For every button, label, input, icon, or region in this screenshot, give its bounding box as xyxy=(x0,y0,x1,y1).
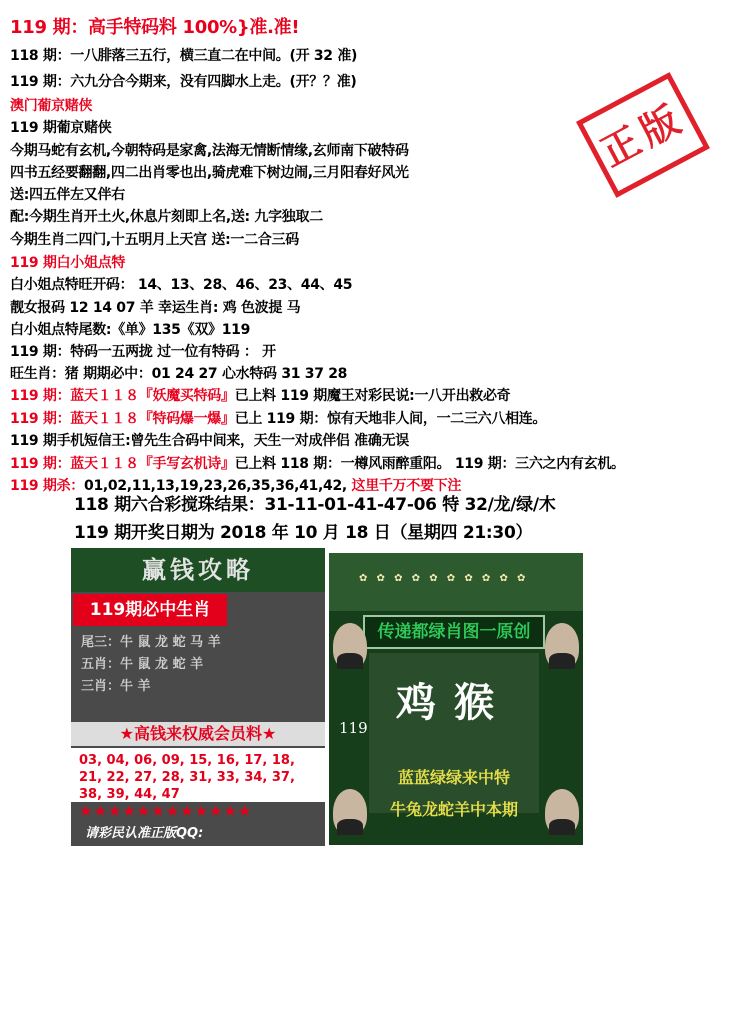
left-panel-body xyxy=(81,632,317,698)
line-text: 01,02,11,13,19,23,26,35,36,41,42, xyxy=(84,478,347,494)
text-line: 白小姐点特旺开码： 14、13、28、46、23、44、45 xyxy=(10,277,353,293)
draw-result-line: 118 期六合彩搅珠结果：31-11-01-41-47-06 特 32/龙/绿/木 xyxy=(74,495,556,515)
text-line: 119 期白小姐点特 xyxy=(10,255,126,271)
right-panel-line2: 牛兔龙蛇羊中本期 xyxy=(389,800,518,819)
text-line: 靓女报码 12 14 07 羊 幸运生肖: 鸡 色波提 马 xyxy=(10,300,301,316)
red-text: 119 期：蓝天１１８『特码爆一爆』 xyxy=(10,411,235,427)
text-line xyxy=(10,476,461,496)
right-panel-title: 传递都绿肖图一原创 xyxy=(363,615,545,649)
text-line: 118 期：一八腓落三五行，横三直二在中间。(开 32 准) xyxy=(10,48,358,64)
left-panel-red-banner: 119期必中生肖 xyxy=(73,594,227,626)
text-line: 白小姐点特尾数:《单》135《双》119 xyxy=(10,322,251,338)
red-text: 119 期杀： xyxy=(10,478,84,494)
line-text: 已上料 119 期魔王对彩民说:一八开出救必奇 xyxy=(234,388,511,404)
text-line: 119 期：特码一五两拢 过一位有特码 ： 开 xyxy=(10,344,276,360)
text-line: 119 期：六九分合今期来，没有四脚水上走。(开？？准) xyxy=(10,74,357,90)
left-panel-line: 五肖：牛 鼠 龙 蛇 羊 xyxy=(81,657,204,672)
left-panel-line: 三肖：牛 羊 xyxy=(81,679,151,694)
right-promo-panel xyxy=(329,553,583,845)
left-panel-line: 尾三：牛 鼠 龙 蛇 马 羊 xyxy=(81,635,221,650)
left-panel-header: 赢钱攻略 xyxy=(71,548,325,592)
text-line: 今期生肖二四门,十五明月上天宫 送:一二合三码 xyxy=(10,232,299,248)
warning-text: 这里千万不要下注 xyxy=(346,478,462,494)
issue-number: 119 xyxy=(339,719,368,737)
text-line xyxy=(10,386,510,406)
text-line: 119 期葡京赌侠 xyxy=(10,120,112,136)
portrait-image xyxy=(545,623,579,669)
text-line xyxy=(10,454,625,474)
line-text: 已上料 118 期：一樽风雨醉重阳。 119 期：三六之内有玄机。 xyxy=(234,456,625,472)
text-line: 送:四五伴左又伴右 xyxy=(10,187,125,203)
left-promo-panel xyxy=(71,548,325,846)
line-text: 已上 119 期：惊有天地非人间，一二三六八相连。 xyxy=(234,411,547,427)
number-list: 03, 04, 06, 09, 15, 16, 17, 18, 21, 22, 27, 28, 31, 33, 34, 37, 38, 39, 44, 47 xyxy=(71,748,325,802)
text-line: 澳门葡京赌侠 xyxy=(10,98,93,114)
text-line: 今期马蛇有玄机,今朝特码是家禽,法海无情断情缘,玄师南下破特码 xyxy=(10,143,409,159)
star-row: ★★★★★★★★★★★★ xyxy=(79,802,253,820)
member-banner: ★高钱来权威会员料★ xyxy=(71,722,325,746)
decoration: ✿ ✿ ✿ ✿ ✿ ✿ ✿ ✿ ✿ ✿ xyxy=(359,573,529,584)
text-line: 119 期：高手特码料 100%}准.准! xyxy=(10,17,300,38)
text-line: 配:今期生肖开土火,休息片刻即上名,送: 九字独取二 xyxy=(10,209,323,225)
red-text: 119 期：蓝天１１８『手写玄机诗』 xyxy=(10,456,235,472)
genuine-stamp: 正版 xyxy=(576,72,710,198)
portrait-image xyxy=(545,789,579,835)
red-text: 119 期：蓝天１１８『妖魔买特码』 xyxy=(10,388,235,404)
zodiac-pick: 鸡猴 xyxy=(396,679,512,726)
text-line xyxy=(10,409,546,429)
draw-date-line: 119 期开奖日期为 2018 年 10 月 18 日（星期四 21:30） xyxy=(74,523,533,543)
portrait-image xyxy=(333,623,367,669)
right-panel-line1: 蓝蓝绿绿来中特 xyxy=(397,768,510,787)
text-line: 119 期手机短信王:曾先生合码中间来，天生一对成伴侣 准确无误 xyxy=(10,433,409,449)
portrait-image xyxy=(333,789,367,835)
text-line: 旺生肖：猪 期期必中：01 24 27 心水特码 31 37 28 xyxy=(10,366,348,382)
qq-line: 请彩民认准正版QQ: xyxy=(85,826,204,841)
text-line: 四书五经要翻翻,四二出肖零也出,骑虎难下树边闹,三月阳春好风光 xyxy=(10,165,409,181)
